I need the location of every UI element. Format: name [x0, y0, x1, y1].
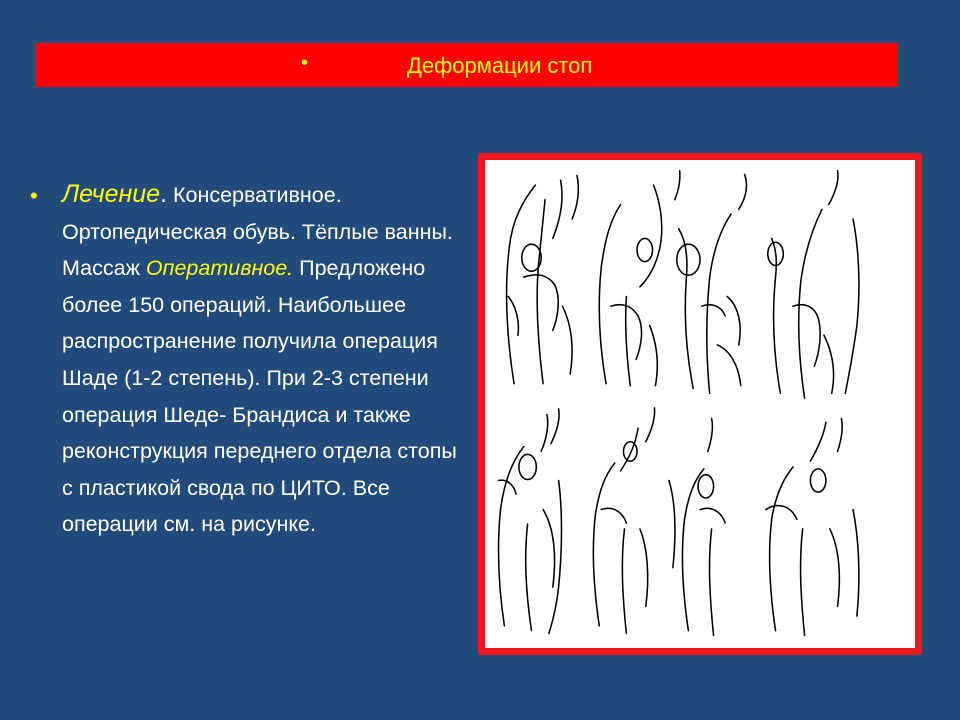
body-paragraph: [62, 176, 467, 543]
slide-title: Деформации стоп: [407, 53, 593, 78]
foot-sketch-top-4: [768, 171, 859, 399]
foot-bones-drawing: [485, 160, 915, 648]
foot-sketch-bottom-4: [766, 419, 859, 636]
operative-label: Оперативное.: [145, 256, 294, 281]
foot-sketch-bottom-2: [593, 408, 654, 634]
body-bullet: •: [30, 183, 38, 208]
treatment-heading: Лечение: [62, 180, 161, 208]
foot-sketch-bottom-1: [498, 409, 561, 634]
conservative-text: Консервативное. Ортопедическая обувь. Тёплые ванны. Массаж: [62, 183, 453, 281]
foot-surgery-illustration: [478, 153, 922, 655]
title-bullet: •: [301, 52, 309, 74]
title-bar: [35, 43, 898, 87]
foot-sketch-top-1: [507, 175, 579, 383]
treatment-heading-period: .: [160, 180, 167, 208]
foot-sketch-top-2: [599, 171, 680, 386]
operations-text: Предложено более 150 операций. Наибольшее распространение получила операция Шаде (1-2 степень). При 2-3 степени операция Шеде- Брандиса и также реконструкция переднего отдела стопы с пластикой свода по ЦИТО. Все операции см. на рисунке.: [62, 256, 457, 537]
foot-sketch-bottom-3: [669, 419, 725, 636]
foot-sketch-top-3: [677, 174, 747, 393]
